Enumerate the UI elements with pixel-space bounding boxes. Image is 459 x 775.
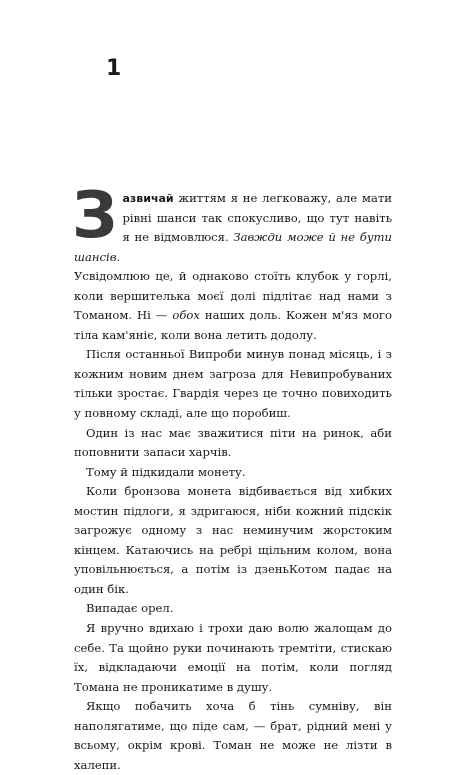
paragraph-1-text: життям я не легковажу, але мати рівні шанси так спокусливо, що тут навіть я не відмовлюся. bbox=[122, 191, 392, 245]
paragraph-7: Випадає орел. bbox=[86, 601, 174, 616]
drop-cap: З bbox=[72, 179, 118, 253]
paragraph-1 bbox=[72, 179, 393, 267]
paragraph-2-text-b: наших доль. Кожен м'яз мого тіла кам'яніє, коли вона летить додолу. bbox=[74, 308, 392, 342]
paragraph-3: Після останньої Випроби минув понад місяць, і з кожним новим днем загроза для Невипробуваних тільки зростає. Гвардія через це точно повиходить у повному складі, але що поробиш. bbox=[74, 347, 392, 421]
chapter-text bbox=[72, 179, 393, 775]
paragraph-1-italic: Завжди може й не бути шансів. bbox=[74, 230, 393, 264]
paragraph-9: Якщо побачить хоча б тінь сумніву, він наполягатиме, що піде сам, — брат, рідний мені у всьому, окрім крові. Томан не може не лізти в халепи. bbox=[74, 699, 392, 772]
paragraph-4: Один із нас має зважитися піти на ринок, аби поповнити запаси харчів. bbox=[74, 425, 392, 460]
paragraph-2 bbox=[74, 267, 392, 345]
paragraph-8: Я вручно вдихаю і трохи даю волю жалощам до себе. Та щойно руки починають тремтіти, стискаю їх, відкладаючи емоції на потім, коли погляд Томана не проникатиме в душу. bbox=[74, 621, 392, 694]
paragraph-2-text-a: Усвідомлюю це, й однаково стоїть клубок у горлі, коли вершителька моєї долі підлітає над нами з Томаном. Ні — bbox=[74, 269, 392, 323]
lead-word: азвичай bbox=[122, 192, 174, 205]
paragraph-6: Коли бронзова монета відбивається від хибких мостин підлоги, я здригаюся, ніби кожний підскік загрожує одному з нас неминучим жорстоким кінцем. Катаючись на ребрі щільним колом, вона уповільнюється, а потім із дзеньКотом падає на один бік. bbox=[74, 484, 392, 596]
chapter-number: 1 bbox=[106, 56, 122, 81]
paragraph-2-italic: обох bbox=[172, 308, 200, 323]
paragraph-5: Тому й підкидали монету. bbox=[86, 464, 246, 479]
